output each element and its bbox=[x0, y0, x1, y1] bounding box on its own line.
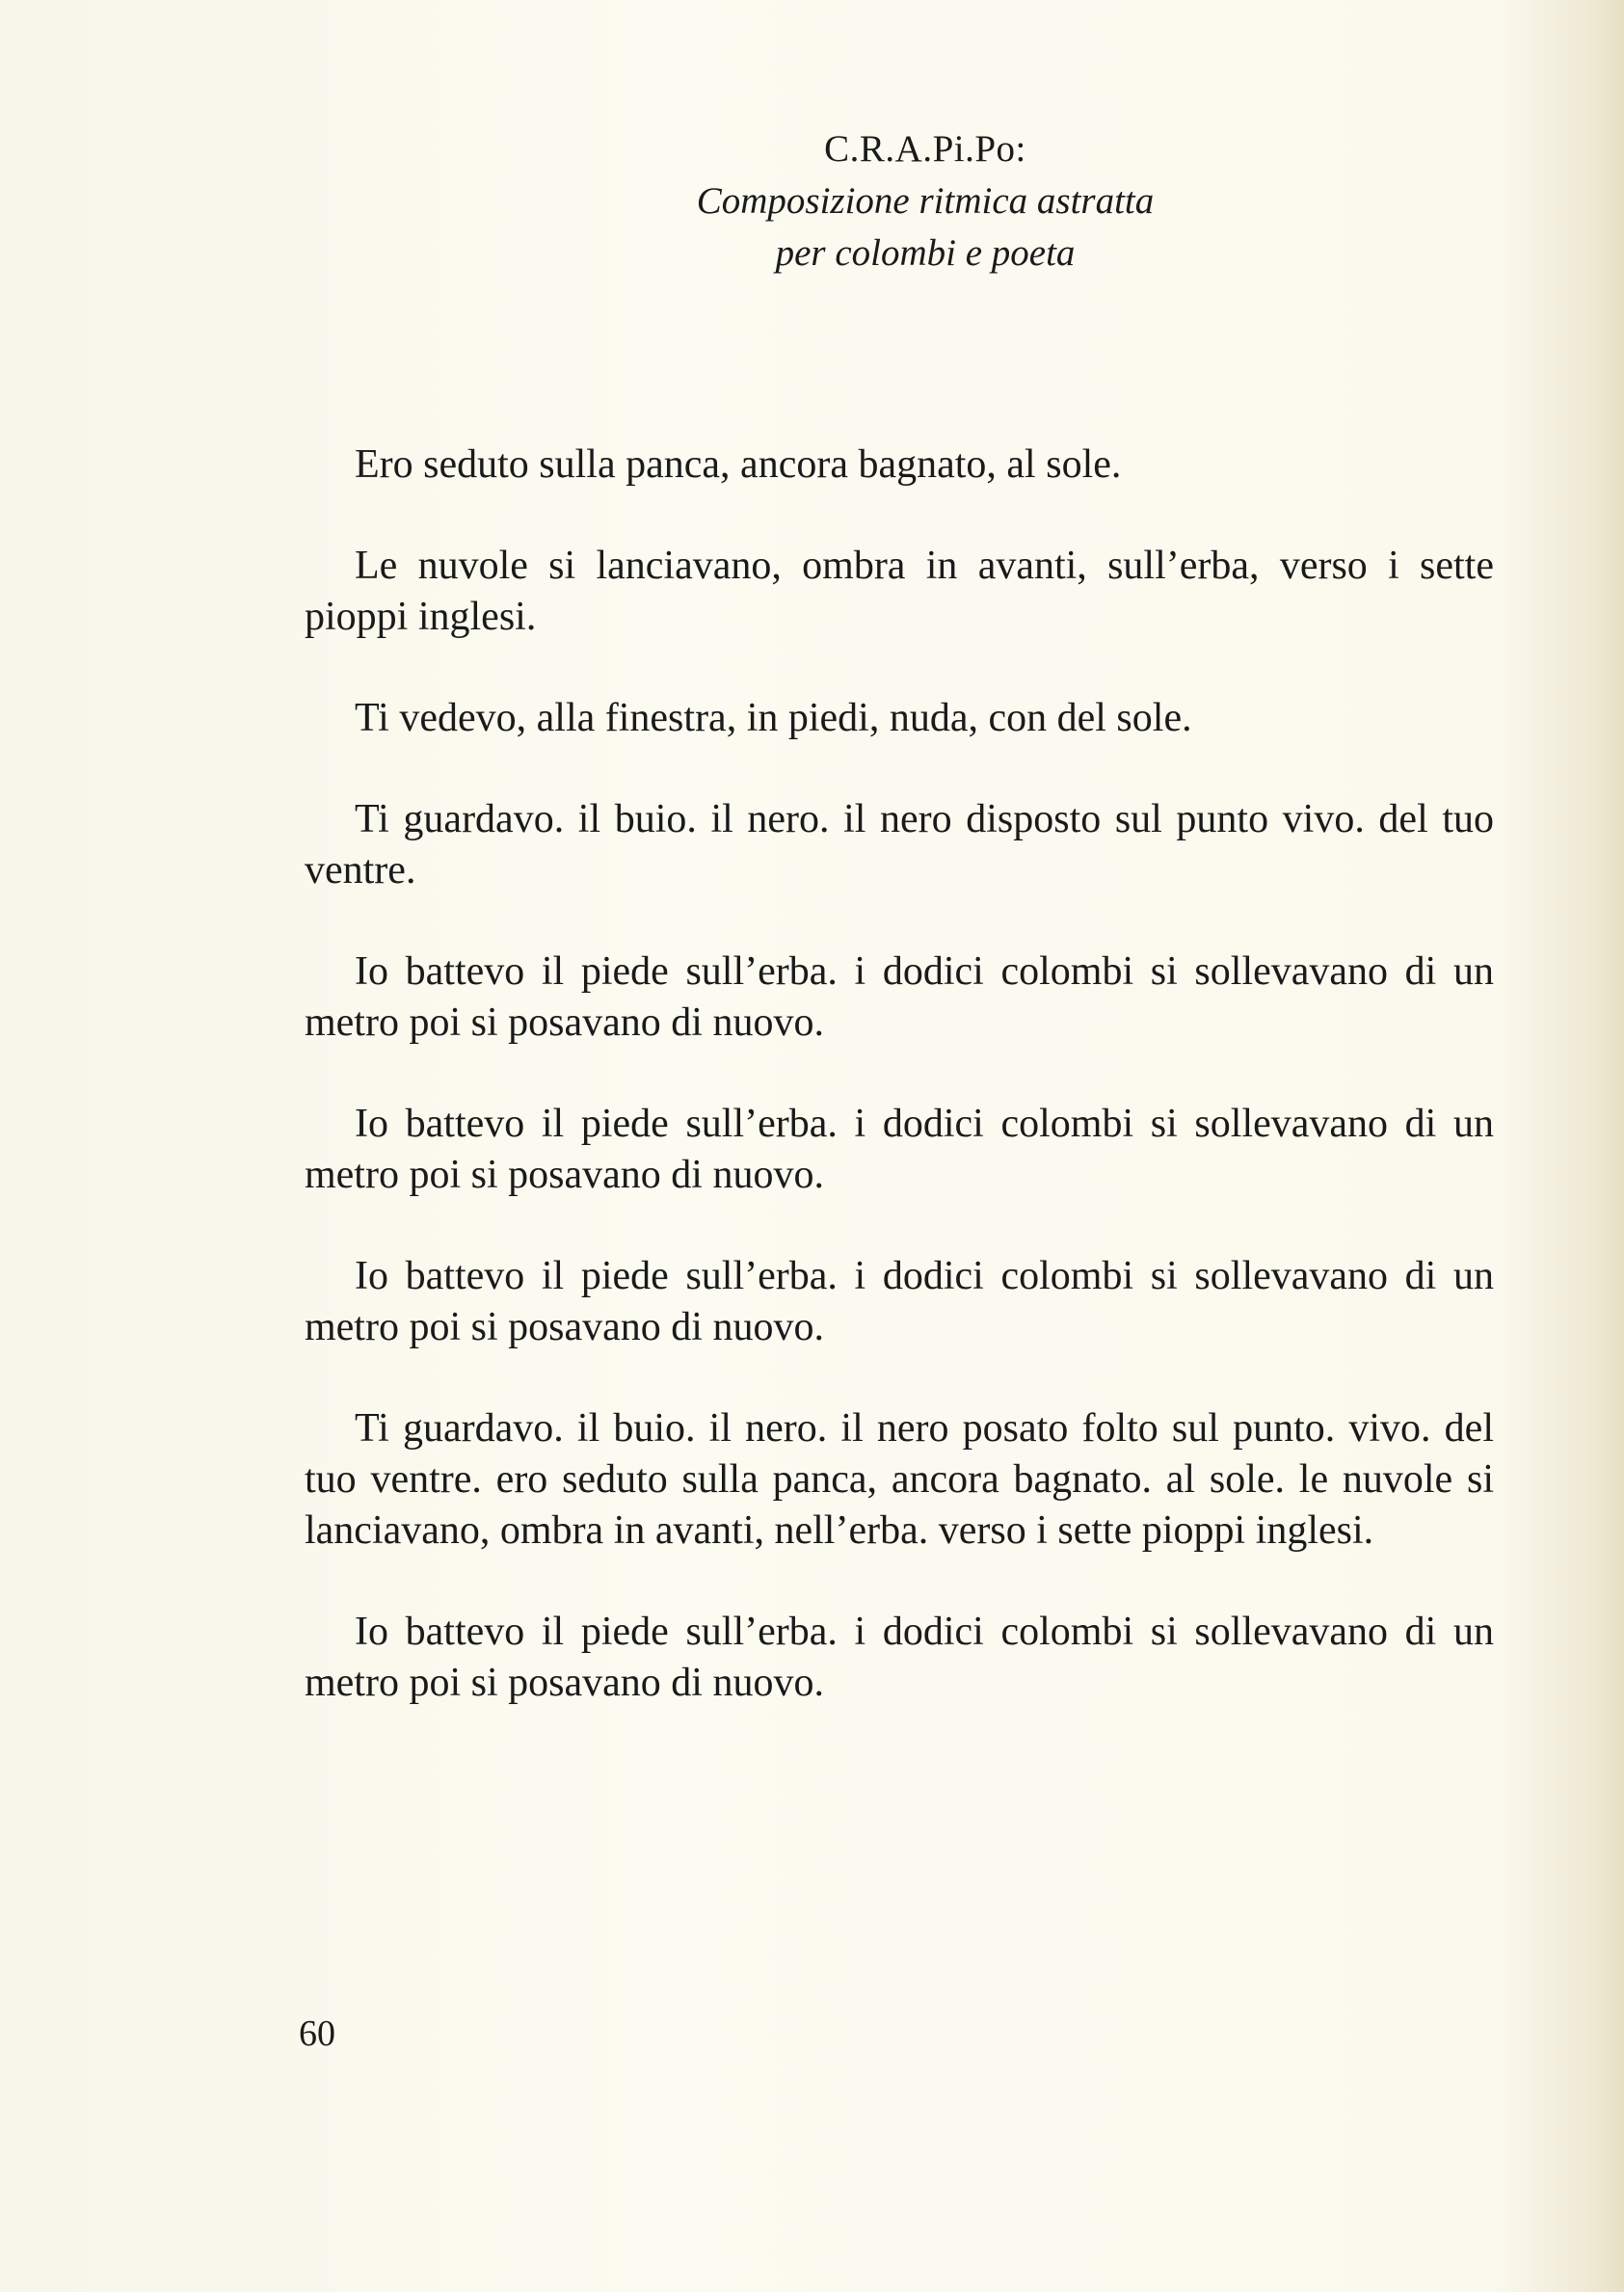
paragraph-5: Io battevo il piede sull’erba. i dodici colombi si sollevavano di un metro poi si posavano di nuovo. bbox=[305, 949, 1494, 1045]
poem-title: C.R.A.Pi.Po: bbox=[824, 128, 1026, 170]
paragraph-4: Ti guardavo. il buio. il nero. il nero disposto sul punto vivo. del tuo ventre. bbox=[305, 797, 1494, 893]
paragraph-7: Io battevo il piede sull’erba. i dodici colombi si sollevavano di un metro poi si posavano di nuovo. bbox=[305, 1254, 1494, 1349]
paragraph-1: Ero seduto sulla panca, ancora bagnato, al sole. bbox=[355, 442, 1122, 487]
poem-body bbox=[305, 440, 1494, 1709]
paragraph-8: Ti guardavo. il buio. il nero. il nero posato folto sul punto. vivo. del tuo ventre. ero seduto sulla panca, ancora bagnato. al sole. le nuvole si lanciavano, ombra in avanti, nell’erba. verso i sette pioppi inglesi. bbox=[305, 1406, 1494, 1553]
poem-subtitle-line-2: per colombi e poeta bbox=[775, 232, 1076, 274]
paragraph-9: Io battevo il piede sull’erba. i dodici colombi si sollevavano di un metro poi si posavano di nuovo. bbox=[305, 1610, 1494, 1705]
page-number: 60 bbox=[299, 2013, 335, 2054]
paragraph-2: Le nuvole si lanciavano, ombra in avanti, sull’erba, verso i sette pioppi inglesi. bbox=[305, 544, 1494, 639]
paragraph-6: Io battevo il piede sull’erba. i dodici colombi si sollevavano di un metro poi si posavano di nuovo. bbox=[305, 1102, 1494, 1197]
poem-subtitle-line-1: Composizione ritmica astratta bbox=[696, 180, 1155, 222]
paragraph-3: Ti vedevo, alla finestra, in piedi, nuda, con del sole. bbox=[355, 696, 1192, 740]
poem-heading bbox=[443, 123, 1407, 280]
